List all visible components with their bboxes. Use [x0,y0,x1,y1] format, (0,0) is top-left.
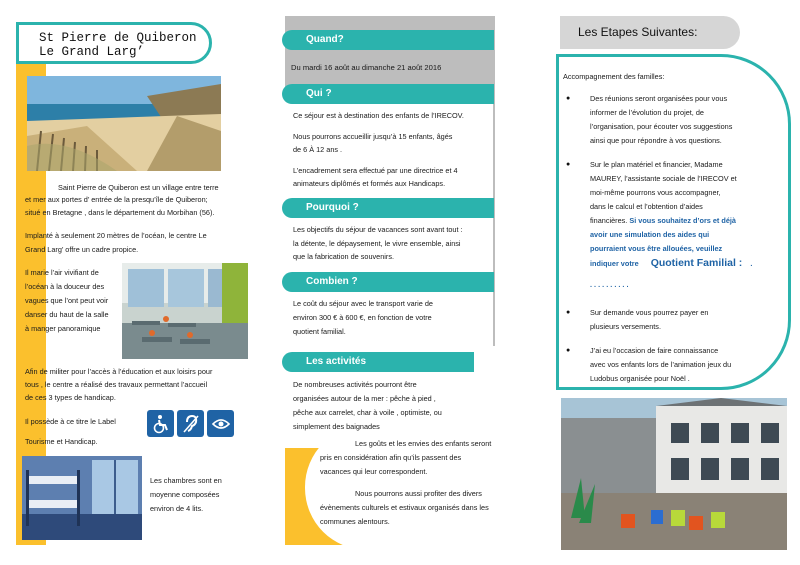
quotient-familial-label: Quotient Familial : [650,257,743,269]
b2-line8-dot: . [750,259,753,268]
bullet-icon: ● [566,161,571,168]
combien-line3: quotient familial. [293,327,346,336]
etapes-box [556,54,791,390]
b2-line7: pourraient vous être allouées, veuillez [590,244,723,253]
qui-line2: Nous pourrons accueillir jusqu’à 15 enfants, âgés [293,132,453,141]
qui-line5: animateurs diplômés et formés aux Handicaps. [293,179,446,188]
activites-line8: Nous pourrons aussi profiter des divers [355,489,482,498]
b2-line8-text: indiquer votre [590,259,639,268]
b1-line1: Des réunions seront organisées pour vous [590,94,728,103]
b2-line6: avoir une simulation des aides qui [590,230,710,239]
bullet-icon: ● [566,347,571,354]
pourquoi-heading: Pourquoi ? [282,198,494,218]
bullet-icon: ● [566,309,571,316]
b2-line9: . . . . . . . . . . [590,280,629,289]
hearing-icon [177,410,204,437]
label-line2: Tourisme et Handicap. [25,437,98,446]
b3-line1: Sur demande vous pourrez payer en [590,308,709,317]
activites-line4: simplement des baignades [293,422,380,431]
activites-line6: pris en considération afin qu’ils passent des [320,453,462,462]
building-photo [561,398,787,550]
b2-line5-plain: financières. [590,216,630,225]
rooms-line2: moyenne composées [150,490,220,499]
dates-text: Du mardi 16 août au dimanche 21 août 2016 [291,63,442,72]
b4-line2: avec vos enfants lors de l’animation jeux du [590,360,732,369]
ocean-line2: l’océan à la douceur des [25,282,105,291]
pourquoi-line1: Les objectifs du séjour de vacances sont avant tout : [293,225,463,234]
qui-heading: Qui ? [282,84,494,104]
activites-line7: vacances qui leur correspondent. [320,467,428,476]
b2-line5-highlight: Si vous souhaitez d’ors et déjà [629,216,736,225]
b2-line5 [590,215,736,228]
b3-line2: plusieurs versements. [590,322,661,331]
pourquoi-line2: la détente, le dépaysement, le vivre ensemble, ainsi [293,239,461,248]
intro-paragraph-line3: situé en Bretagne , dans le département du Morbihan (56). [25,208,215,217]
bedroom-photo [22,456,142,540]
intro-paragraph-line1: Saint Pierre de Quiberon est un village entre terre [58,183,219,192]
b2-line4: dans le calcul et l’obtention d’aides [590,202,703,211]
location-line1: Implanté à seulement 20 mètres de l’océan, le centre Le [25,231,207,240]
access-line1: Afin de militer pour l’accès à l’éducation et aux loisirs pour [25,367,213,376]
beach-photo [27,76,221,171]
label-line1: Il possède à ce titre le Label [25,417,116,426]
activites-line1: De nombreuses activités pourront être [293,380,417,389]
dining-room-photo [122,263,248,359]
b2-line3: moi-même pourrons vous accompagner, [590,188,721,197]
wheelchair-icon [147,410,174,437]
activites-line5: Les goûts et les envies des enfants seront [355,439,492,448]
ocean-line5: à manger panoramique [25,324,101,333]
ocean-line1: Il marie l’air vivifiant de [25,268,99,277]
title-line-1: St Pierre de Quiberon [39,31,197,45]
quand-heading: Quand? [282,30,494,50]
location-line2: Grand Larg’ offre un cadre propice. [25,245,139,254]
etapes-heading: Les Etapes Suivantes: [560,16,740,49]
intro-paragraph-line2: et mer aux portes d’ entrée de la presqu’île de Quiberon; [25,195,208,204]
rooms-line1: Les chambres sont en [150,476,222,485]
access-line3: de ces 3 types de handicap. [25,393,116,402]
b1-line2: informer de l’évolution du projet, de [590,108,704,117]
b1-line3: l’organisation, pour écouter vos suggestions [590,122,733,131]
b2-line8 [590,257,752,271]
b2-line2: MAUREY, l’assistante sociale de l’IRECOV et [590,174,737,183]
rooms-line3: environ de 4 lits. [150,504,204,513]
ocean-line4: danser du haut de la salle [25,310,109,319]
activites-line3: pêche aux carrelet, char à voile , optimiste, ou [293,408,442,417]
etapes-intro: Accompagnement des familles: [563,72,665,81]
combien-line1: Le coût du séjour avec le transport varie de [293,299,433,308]
title-line-2: Le Grand Larg’ [39,45,145,59]
ocean-line3: vagues que l’ont peut voir [25,296,109,305]
accessibility-icons [147,410,234,438]
b2-line1: Sur le plan matériel et financier, Madame [590,160,723,169]
activites-heading: Les activités [282,352,474,372]
access-line2: tous , le centre a réalisé des travaux permettant l’accueil [25,380,208,389]
vision-icon [207,410,234,437]
bullet-icon: ● [566,95,571,102]
b4-line3: Ludobus organisée pour Noël . [590,374,690,383]
b1-line4: ainsi que pour répondre à vos questions. [590,136,722,145]
qui-line3: de 6 À 12 ans . [293,145,343,154]
pourquoi-line3: que la fabrication de souvenirs. [293,252,395,261]
b4-line1: J’ai eu l’occasion de faire connaissance [590,346,719,355]
combien-line2: environ 300 € à 600 €, en fonction de votre [293,313,432,322]
activites-line2: organisées autour de la mer : pêche à pied , [293,394,436,403]
qui-line4: L’encadrement sera effectué par une directrice et 4 [293,166,458,175]
qui-line1: Ce séjour est à destination des enfants de l’IRECOV. [293,111,464,120]
combien-heading: Combien ? [282,272,494,292]
activites-line10: communes alentours. [320,517,390,526]
activites-line9: évènements culturels et estivaux organisés dans les [320,503,489,512]
title-box [16,22,212,64]
